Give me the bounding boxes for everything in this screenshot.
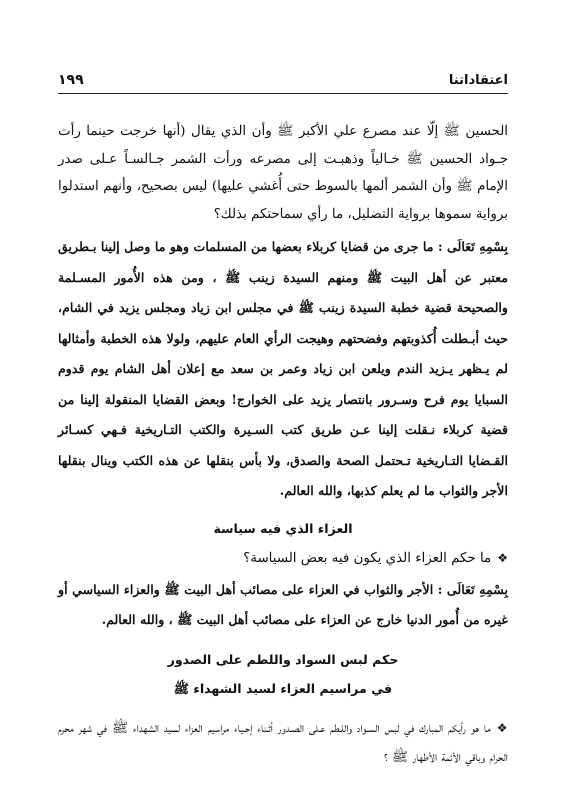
question-mourning	[58, 714, 508, 772]
running-title: اعتقاداتنا	[448, 73, 508, 88]
page-header	[58, 64, 508, 94]
diamond-bullet-icon: ❖	[496, 720, 508, 735]
answer-paragraph	[58, 232, 508, 507]
page-content	[58, 118, 508, 772]
answer-politics-text: الأجر والثواب في العزاء على مصائب أهل البيت ﷺ والعزاء السياسي أو غيره من أُمور الدنيا خارج عن العزاء على مصائب أهل البيت ﷺ ، والله العالم.	[58, 581, 508, 627]
page-number: ١٩٩	[58, 72, 84, 88]
answer-politics	[58, 575, 508, 636]
diamond-bullet-icon: ❖	[497, 550, 508, 565]
section-heading-mourning-line2: في مراسيم العزاء لسيد الشهداء ﷺ	[173, 680, 393, 696]
question-mourning-text: ما هو رأيكم المبارك في لبس السـواد واللـطم عـلى الصـدور أثـناء إحـياء مراسيم العزاء لسيد الشهداء ﷺ في شهر محرم الحرام وباقي الأئمة الأطهار ﷺ ؟	[58, 720, 508, 765]
section-heading-mourning-line1: حكم لبس السواد واللطم على الصدور	[167, 651, 399, 667]
answer-politics-intro: بِسْمِهِ تَعَالَى :	[437, 581, 508, 597]
question-continuation: الحسين ﷺ إلّا عند مصرع علي الأكبر ﷺ وأن الذي يقال (أنها خرجت حينما رأت جـواد الحسين ﷺ خـالياً وذهبـت إلى مصرعه ورأت الشمر جـالسـاً عـلى صدر الإمام ﷺ وأن الشمر ألمها بالسوط حتى أُغشي عليها) ليس بصحيح، وأنهم استدلوا برواية سموها برواية التضليل، ما رأي سماحتكم بذلك؟	[58, 124, 508, 222]
answer-intro: بِسْمِهِ تَعَالَى :	[437, 239, 508, 254]
section-heading-politics: العزاء الذي فيه سياسة	[213, 520, 353, 536]
question-politics	[58, 544, 508, 573]
question-politics-text: ما حكم العزاء الذي يكون فيه بعض السياسة؟	[243, 550, 492, 566]
answer-text: ما جرى من قضايا كربلاء بعضها من المسلمات وهو ما وصل إلينا بـطريق معتبر عن أهل البيت ﷺ ومنهم السيدة زينب ﷺ ، ومن هذه الأُمور المسـلمة والصحيحة قضية خطبة السيدة زينب ﷺ في مجلس ابن زياد ومجلس يزيد في الشام، حيث أبـطلت أُكذوبتهم وفضحتهم وهيجت الرأي العام عليهم، ولولا هذه الخطبة وأمثالها لم يـظهر يـزيد الندم ويلعن ابن زياد وعمر بن سعد مع إعلان أهل الشام يوم قدوم السبايا يوم فرح وسـرور بانتصار يزيد على الخوارج! وبعض القضايا المنقولة إلينا من قضية كربلاء نـقلت إلينا عـن طريق كتب السـيرة والكتب التـاريخية فـهي كسـائر القـضايا التـاريخية تـحتمل الصحة والصدق، ولا بأس بنقلها عن هذه الكتب وينال بنقلها الأجر والثواب ما لم يعلم كذبها، والله العالم.	[58, 239, 508, 498]
